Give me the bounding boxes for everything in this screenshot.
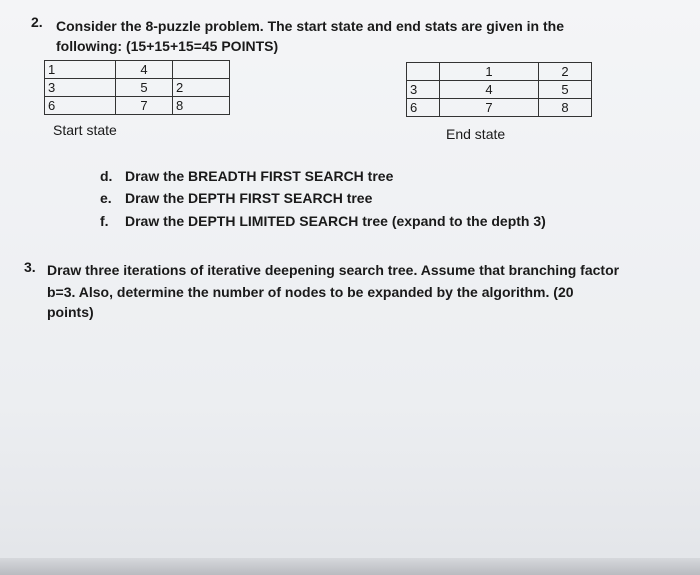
task-e-text: Draw the DEPTH FIRST SEARCH tree [125, 190, 373, 206]
start-row [45, 61, 230, 79]
task-e-letter: e. [100, 190, 112, 206]
q3-number: 3. [24, 259, 36, 275]
q3-line3: points) [47, 304, 94, 320]
start-row [45, 97, 230, 115]
start-cell: 3 [45, 79, 116, 97]
start-state-grid [44, 60, 230, 115]
start-row [45, 79, 230, 97]
end-cell: 5 [539, 81, 592, 99]
start-cell: 5 [116, 79, 173, 97]
end-state-label: End state [446, 126, 506, 142]
end-cell: 1 [440, 63, 539, 81]
q2-line1: Consider the 8-puzzle problem. The start state and end stats are given in the [56, 18, 564, 34]
task-d-letter: d. [100, 168, 113, 184]
q2-number: 2. [31, 14, 43, 30]
q3-line2: b=3. Also, determine the number of nodes to be expanded by the algorithm. (20 [47, 284, 574, 300]
end-cell: 4 [440, 81, 539, 99]
task-d-text: Draw the BREADTH FIRST SEARCH tree [125, 168, 394, 184]
end-cell: 6 [407, 99, 440, 117]
end-cell: 2 [539, 63, 592, 81]
end-row [407, 81, 592, 99]
end-cell: 7 [440, 99, 539, 117]
task-f-text: Draw the DEPTH LIMITED SEARCH tree (expand to the depth 3) [125, 213, 546, 229]
task-f-letter: f. [100, 213, 109, 229]
start-cell: 6 [45, 97, 116, 115]
q3-line1: Draw three iterations of iterative deepening search tree. Assume that branching factor [47, 262, 620, 278]
start-cell: 8 [173, 97, 230, 115]
page-bottom-edge [0, 558, 700, 575]
end-row [407, 63, 592, 81]
end-cell: 8 [539, 99, 592, 117]
end-cell [407, 63, 440, 81]
start-state-label: Start state [53, 122, 117, 138]
end-row [407, 99, 592, 117]
start-cell: 7 [116, 97, 173, 115]
start-cell [173, 61, 230, 79]
end-cell: 3 [407, 81, 440, 99]
start-cell: 1 [45, 61, 116, 79]
q2-line2: following: (15+15+15=45 POINTS) [56, 38, 279, 54]
start-cell: 2 [173, 79, 230, 97]
end-state-grid [406, 62, 592, 117]
start-cell: 4 [116, 61, 173, 79]
